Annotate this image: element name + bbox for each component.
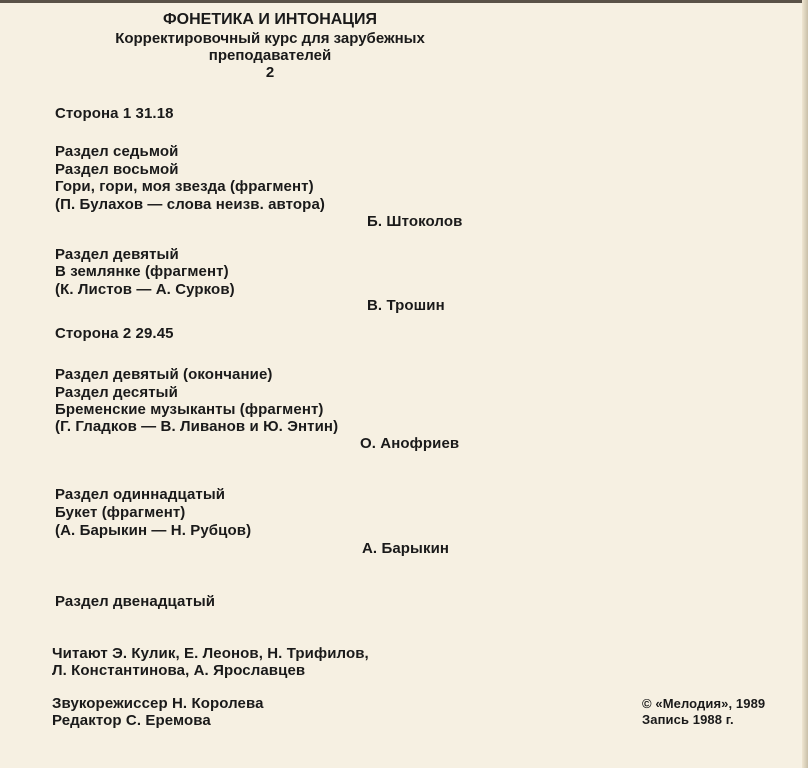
scan-edge-top bbox=[0, 0, 808, 3]
title: ФОНЕТИКА И ИНТОНАЦИЯ bbox=[163, 11, 377, 28]
subtitle-2: преподавателей bbox=[208, 47, 332, 64]
subtitle-1: Корректировочный курс для зарубежных bbox=[115, 30, 425, 47]
recording-year: Запись 1988 г. bbox=[642, 712, 734, 727]
performer: А. Барыкин bbox=[362, 540, 450, 557]
sound-engineer: Звукорежиссер Н. Королева bbox=[52, 695, 264, 712]
track-line: Бременские музыканты (фрагмент) bbox=[55, 401, 324, 418]
readers-line-1: Читают Э. Кулик, Е. Леонов, Н. Трифилов, bbox=[52, 645, 369, 662]
track-line: В землянке (фрагмент) bbox=[55, 263, 229, 280]
scan-edge-right bbox=[802, 0, 808, 768]
track-line: Раздел девятый bbox=[55, 246, 179, 263]
track-line: (Г. Гладков — В. Ливанов и Ю. Энтин) bbox=[55, 418, 339, 435]
performer: Б. Штоколов bbox=[367, 213, 463, 230]
track-line: Букет (фрагмент) bbox=[55, 504, 186, 521]
track-line: Раздел девятый (окончание) bbox=[55, 366, 273, 383]
performer: О. Анофриев bbox=[360, 435, 460, 452]
side-2-label: Сторона 2 29.45 bbox=[55, 325, 174, 342]
readers-line-2: Л. Константинова, А. Ярославцев bbox=[52, 662, 306, 679]
track-line: (П. Булахов — слова неизв. автора) bbox=[55, 196, 325, 213]
track-line: Гори, гори, моя звезда (фрагмент) bbox=[55, 178, 314, 195]
editor: Редактор С. Еремова bbox=[52, 712, 211, 729]
track-line: Раздел одиннадцатый bbox=[55, 486, 226, 503]
copyright: © «Мелодия», 1989 bbox=[642, 696, 766, 711]
side-1-label: Сторона 1 31.18 bbox=[55, 105, 174, 122]
performer: В. Трошин bbox=[367, 297, 445, 314]
track-line: Раздел двенадцатый bbox=[55, 593, 216, 610]
track-line: (К. Листов — А. Сурков) bbox=[55, 281, 235, 298]
track-line: Раздел десятый bbox=[55, 384, 178, 401]
track-line: (А. Барыкин — Н. Рубцов) bbox=[55, 522, 252, 539]
track-line: Раздел восьмой bbox=[55, 161, 179, 178]
volume-number: 2 bbox=[265, 64, 275, 81]
track-line: Раздел седьмой bbox=[55, 143, 179, 160]
